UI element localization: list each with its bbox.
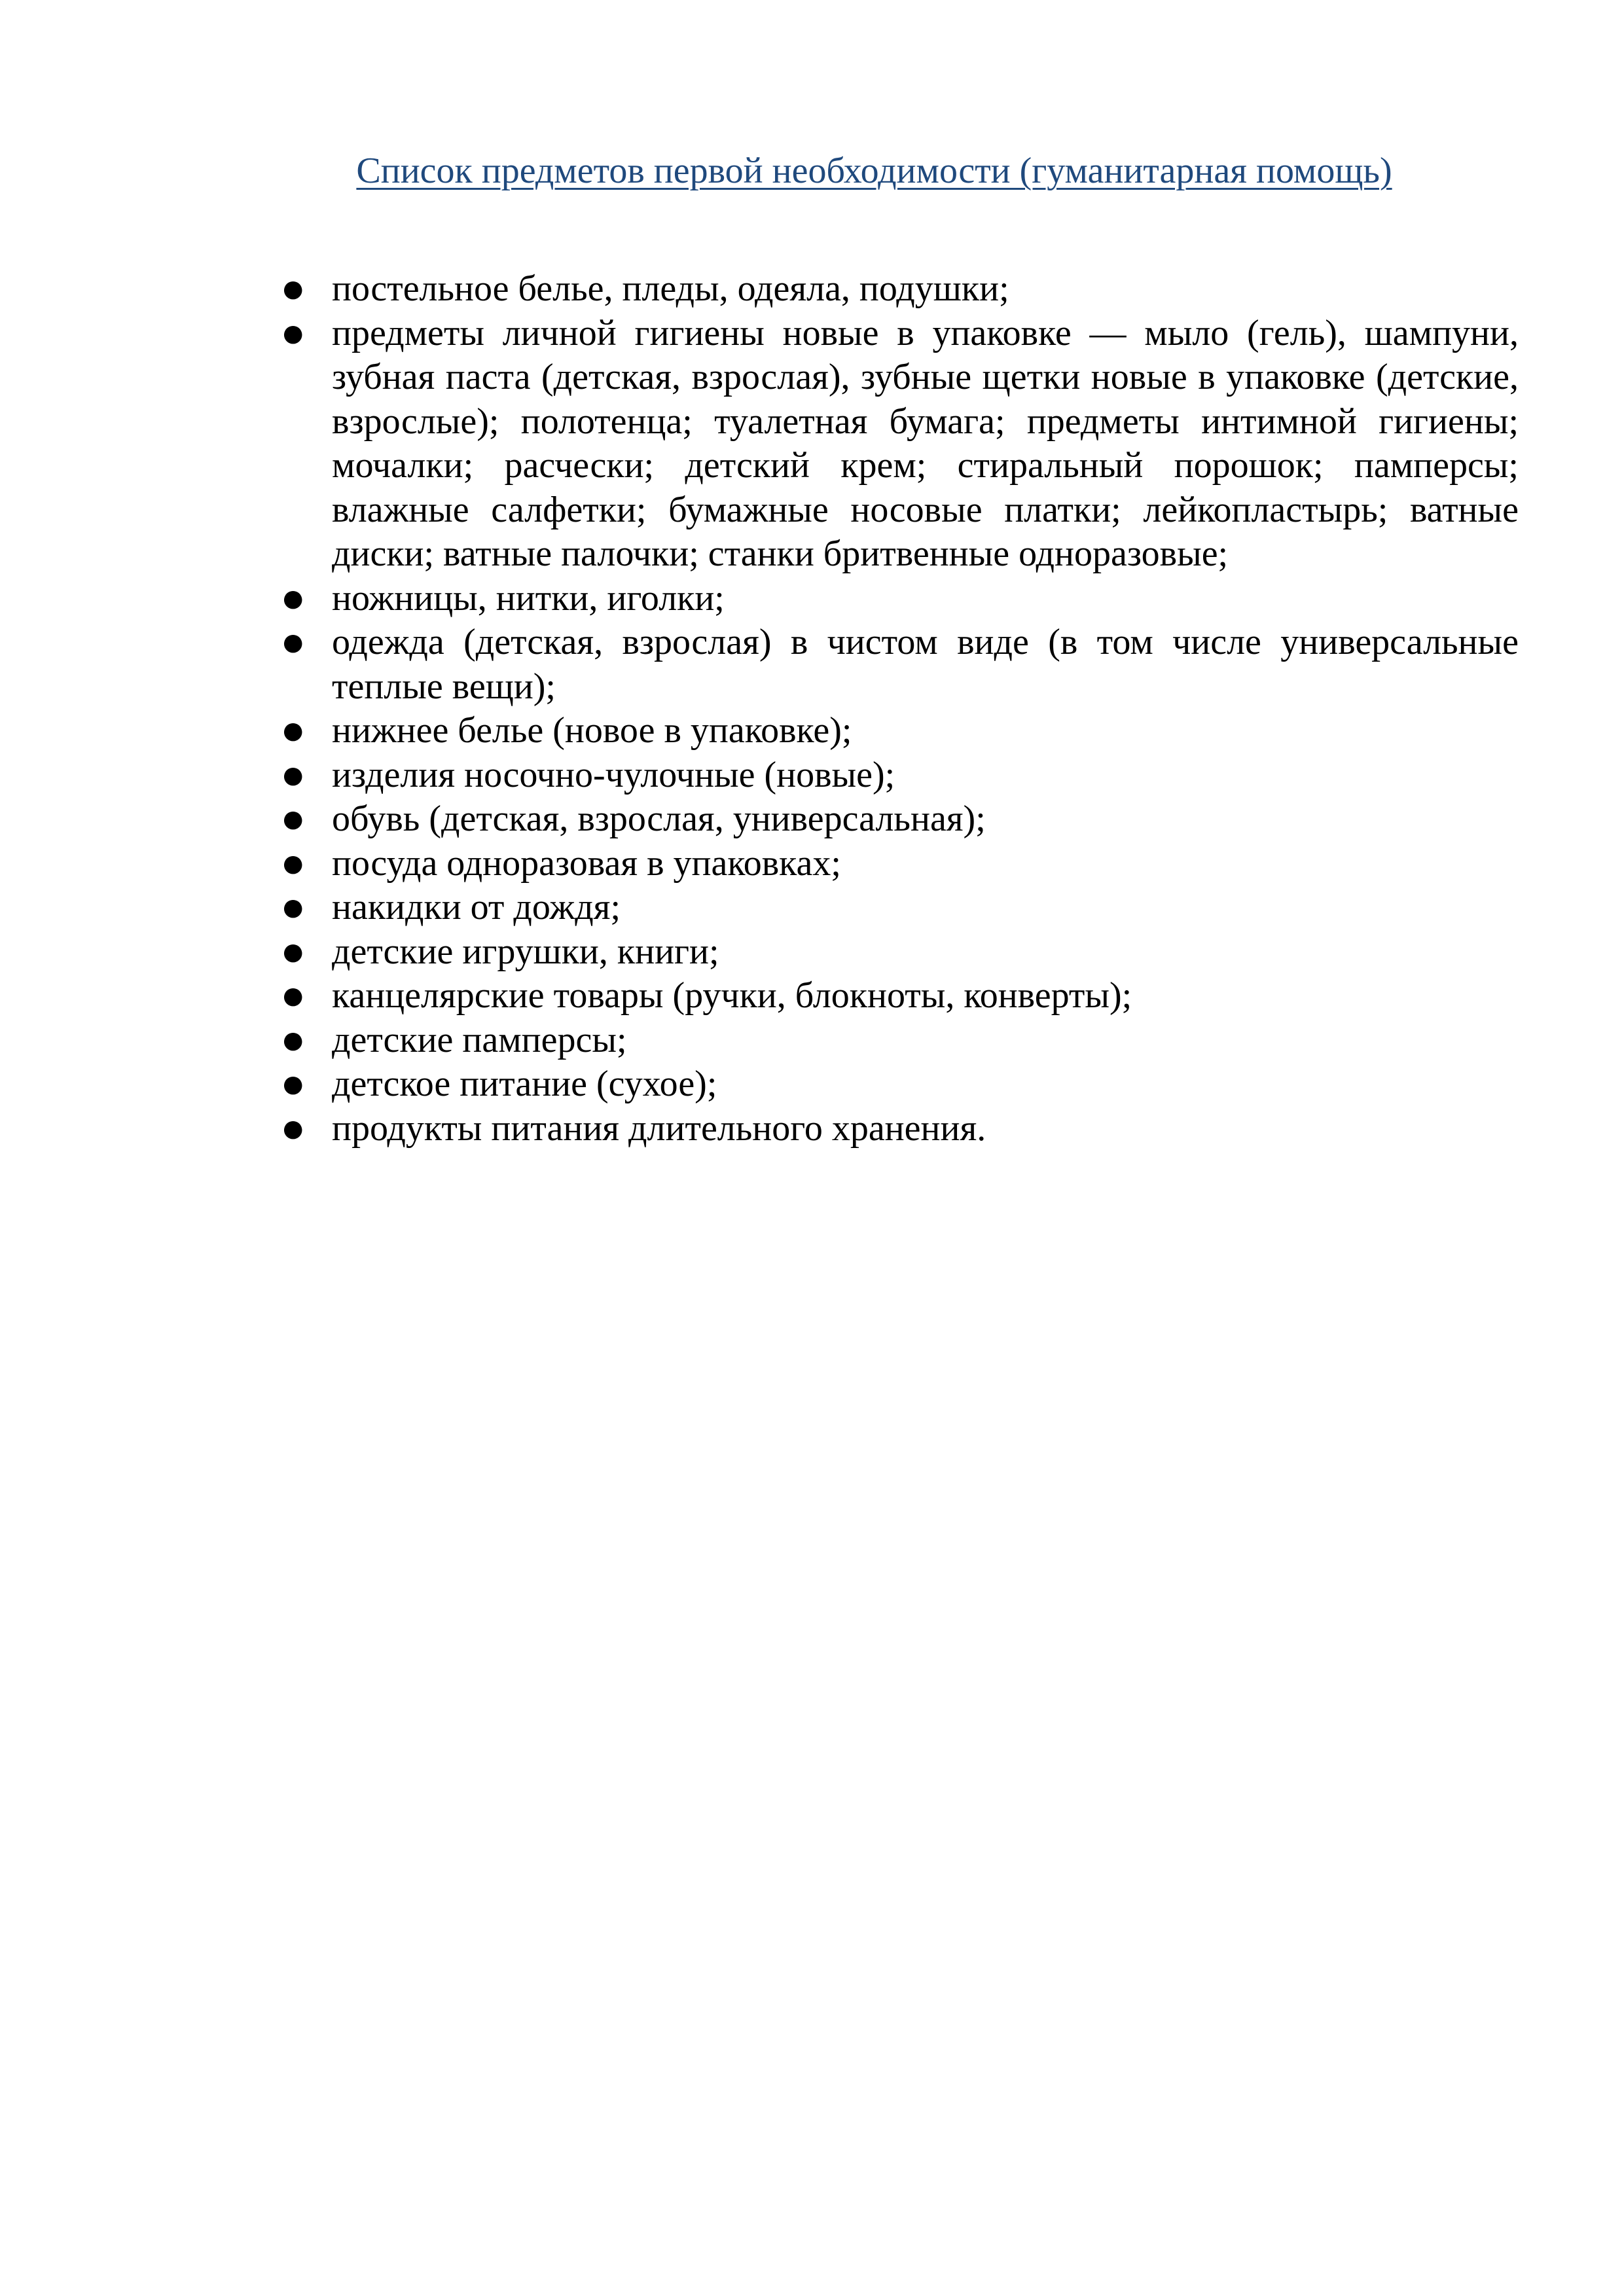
list-item <box>283 842 1519 886</box>
bullet-icon: ● <box>283 1115 304 1142</box>
bullet-icon: ● <box>283 319 304 347</box>
list-item-text: одежда (детская, взрослая) в чистом виде (в том числе универсальные теплые вещи); <box>332 622 1519 707</box>
bullet-icon: ● <box>283 894 304 921</box>
list-item-text: изделия носочно-чулочные (новые); <box>332 754 895 795</box>
list-item <box>283 577 1519 621</box>
list-item <box>283 753 1519 798</box>
bullet-icon: ● <box>283 629 304 656</box>
list-item-text: ножницы, нитки, иголки; <box>332 577 725 619</box>
document-title: Список предметов первой необходимости (гуманитарная помощь) <box>356 151 1392 191</box>
list-item-text: предметы личной гигиены новые в упаковке — мыло (гель), шампуни, зубная паста (детская, взрослая), зубные щетки новые в упаковке (детские, взрослые); полотенца; туалетная бумага; предметы интимной гигиены; мочалки; расчески; детский крем; стиральный порошок; памперсы; влажные салфетки; бумажные носовые платки; лейкопластырь; ватные диски; ватные палочки; станки бритвенные одноразовые; <box>332 312 1519 574</box>
list-item <box>283 1062 1519 1107</box>
list-item <box>283 312 1519 577</box>
bullet-icon: ● <box>283 717 304 744</box>
list-item-text: канцелярские товары (ручки, блокноты, конверты); <box>332 975 1132 1016</box>
bullet-icon: ● <box>283 938 304 965</box>
list-item <box>283 797 1519 842</box>
list-item <box>283 886 1519 930</box>
list-item-text: детские игрушки, книги; <box>332 931 719 972</box>
bullet-icon: ● <box>283 982 304 1009</box>
list-item-text: детское питание (сухое); <box>332 1064 717 1104</box>
list-item-text: нижнее белье (новое в упаковке); <box>332 710 852 751</box>
list-item <box>283 974 1519 1018</box>
list-item-text: накидки от дождя; <box>332 887 621 927</box>
bullet-icon: ● <box>283 276 304 302</box>
bullet-icon: ● <box>283 850 304 877</box>
list-item <box>283 1018 1519 1063</box>
list-item <box>283 930 1519 975</box>
list-item-text: постельное белье, пледы, одеяла, подушки; <box>332 268 1009 309</box>
list-item-text: продукты питания длительного хранения. <box>332 1107 986 1149</box>
list-item <box>283 709 1519 753</box>
supply-list <box>283 267 1519 1151</box>
list-item <box>283 1107 1519 1151</box>
bullet-icon: ● <box>283 1071 304 1098</box>
list-item-text: обувь (детская, взрослая, универсальная); <box>332 798 986 839</box>
list-item-text: детские памперсы; <box>332 1019 627 1060</box>
bullet-icon: ● <box>283 1026 304 1054</box>
list-item <box>283 267 1519 312</box>
bullet-icon: ● <box>283 761 304 789</box>
bullet-icon: ● <box>283 584 304 612</box>
list-item <box>283 620 1519 709</box>
list-item-text: посуда одноразовая в упаковках; <box>332 842 841 884</box>
bullet-icon: ● <box>283 806 304 833</box>
